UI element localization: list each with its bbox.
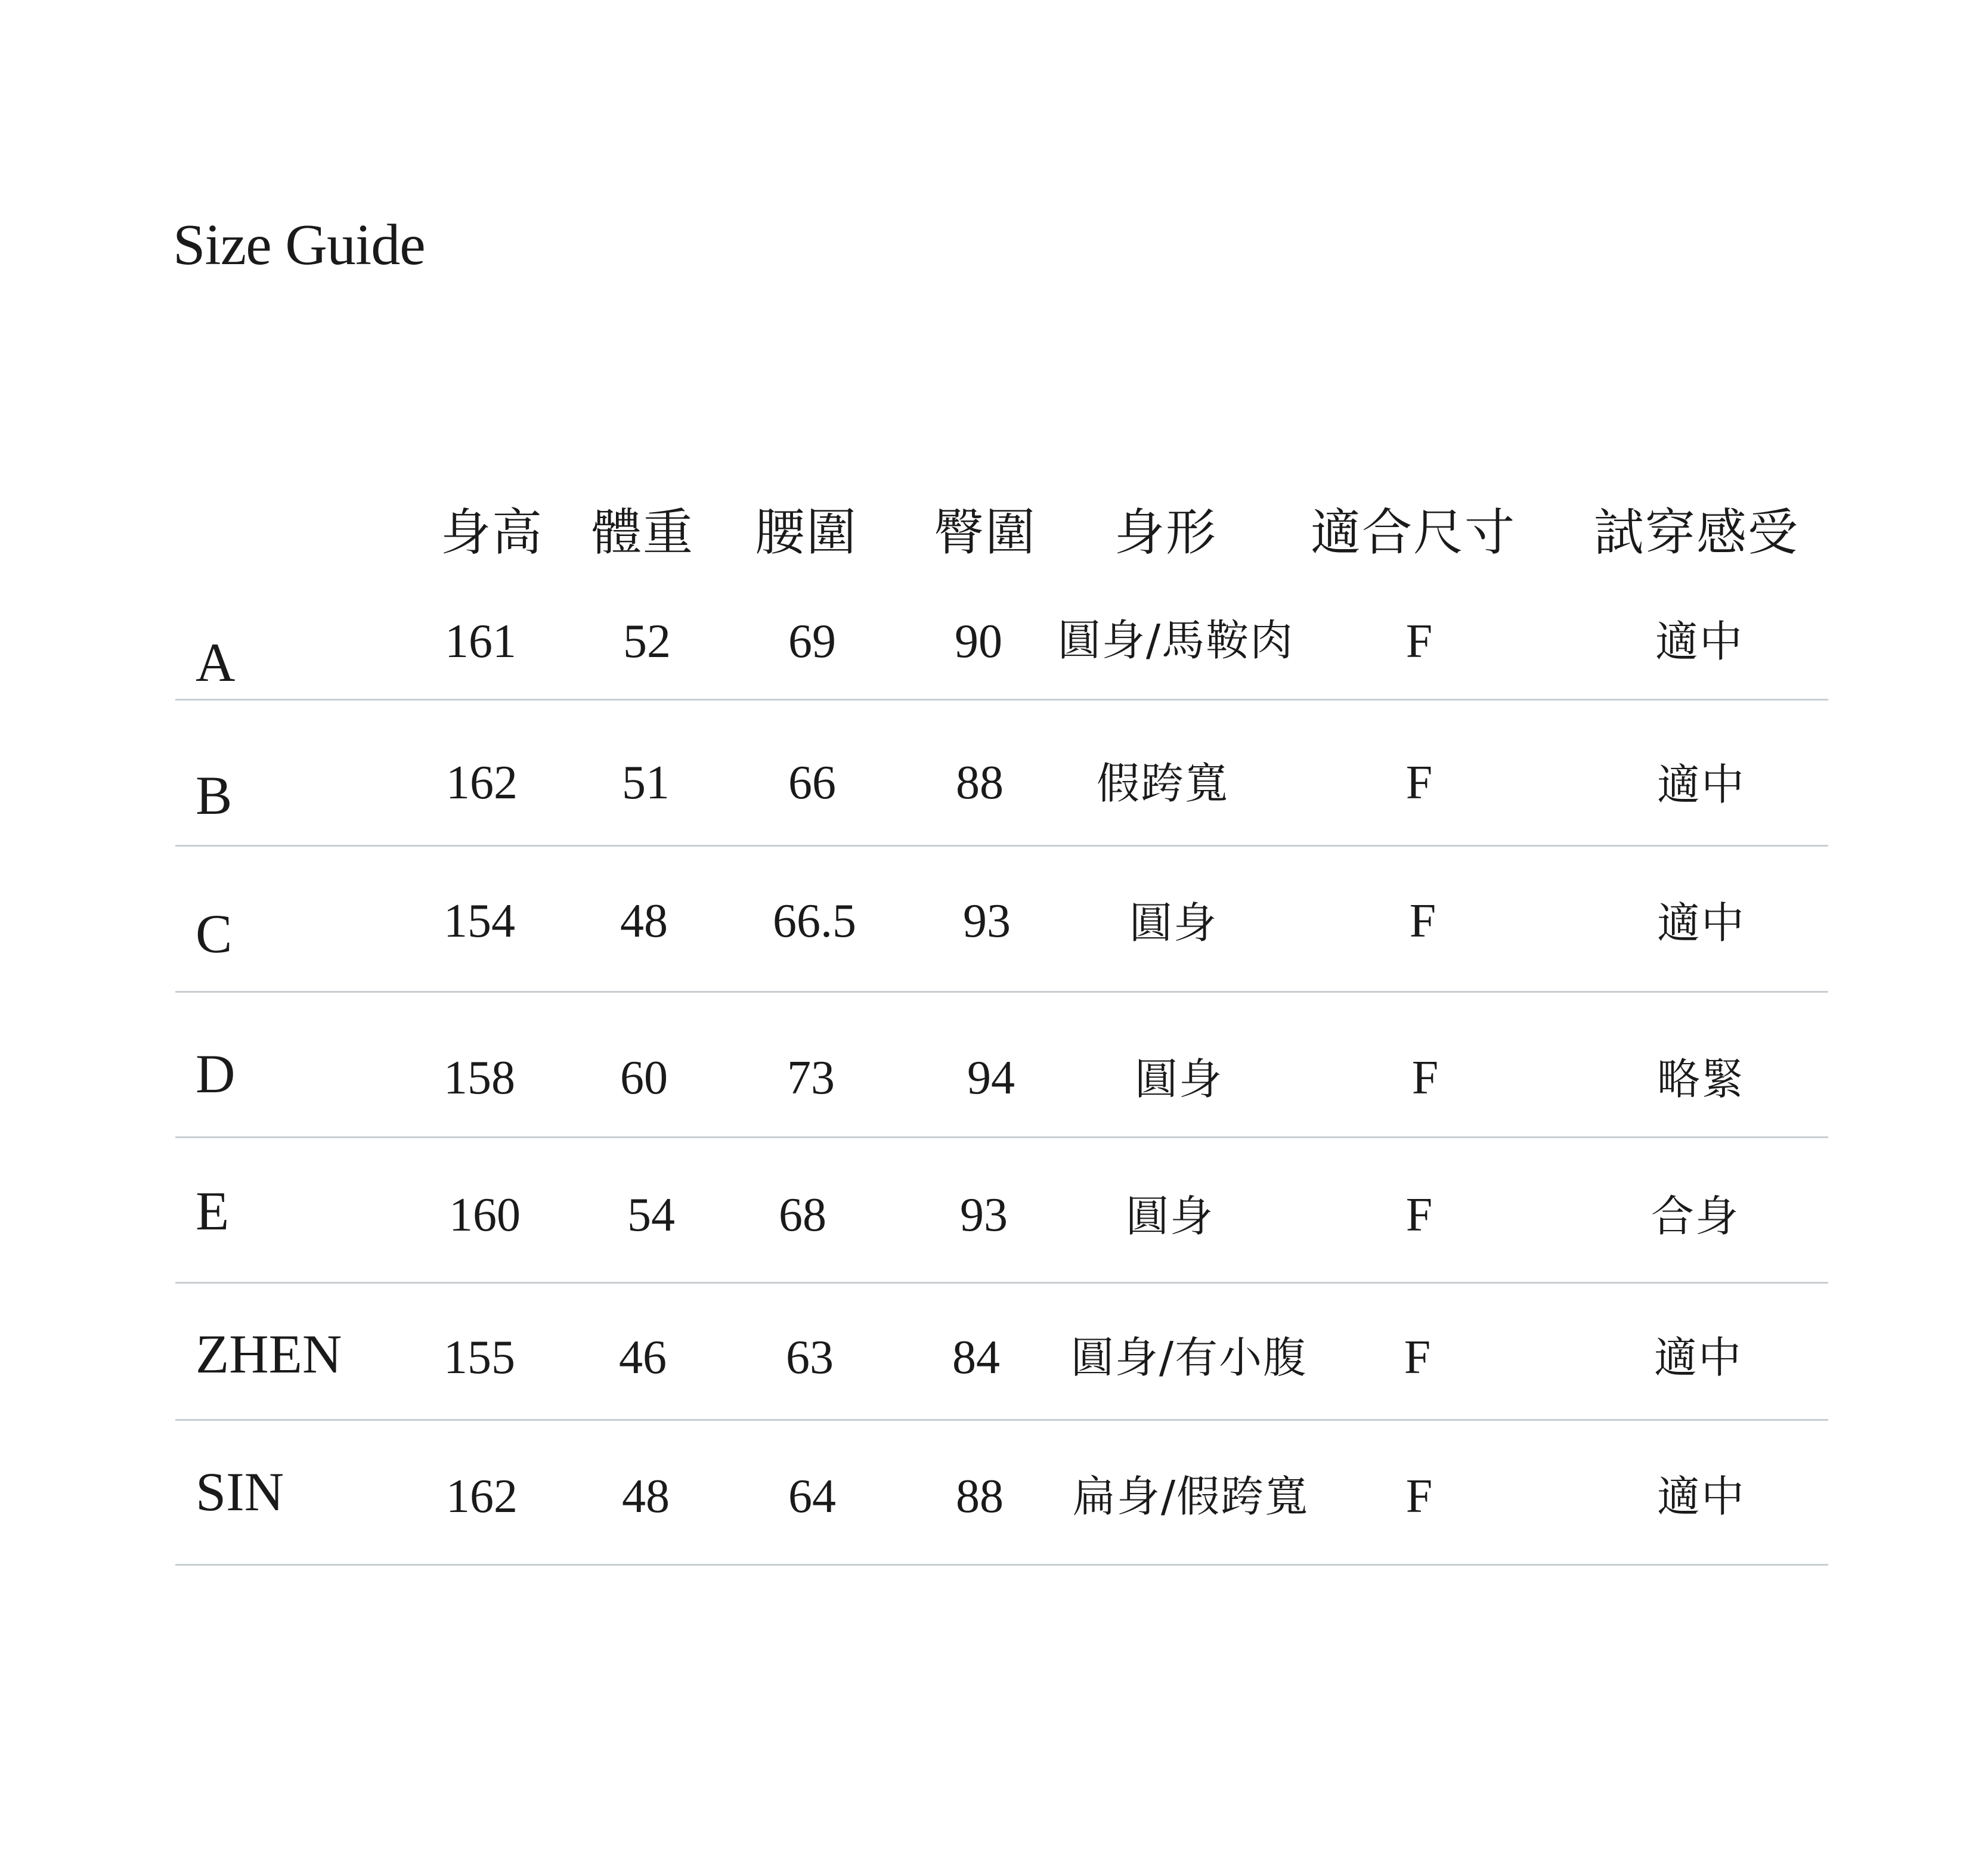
height-value: 161: [445, 615, 516, 668]
hip-value: 93: [960, 1189, 1008, 1241]
body-shape-value: 圓身: [1134, 1054, 1224, 1104]
body-shape-value: 圓身: [1125, 1191, 1215, 1241]
waist-value: 63: [786, 1331, 834, 1384]
fit-value: 適中: [1656, 1471, 1746, 1522]
row-label: B: [196, 765, 233, 826]
fit-value: 適中: [1655, 616, 1744, 667]
row-label: D: [196, 1043, 236, 1104]
row-divider: [175, 1136, 1828, 1138]
row-divider: [175, 1564, 1828, 1566]
hip-value: 90: [955, 615, 1002, 668]
weight-value: 48: [622, 1470, 670, 1523]
row-label: E: [196, 1181, 230, 1241]
row-label: C: [196, 903, 233, 964]
size-value: F: [1405, 615, 1433, 668]
header-height: 身高: [440, 503, 544, 562]
body-shape-value: 圓身: [1129, 898, 1218, 948]
size-value: F: [1411, 1052, 1439, 1104]
row-label: SIN: [196, 1461, 284, 1522]
fit-value: 略緊: [1656, 1054, 1746, 1104]
weight-value: 60: [620, 1052, 668, 1104]
header-weight: 體重: [591, 503, 695, 562]
row-label: A: [196, 632, 236, 693]
waist-value: 66: [788, 757, 836, 809]
height-value: 155: [444, 1331, 515, 1384]
header-body-shape: 身形: [1114, 503, 1218, 562]
body-shape-value: 圓身/有小腹: [1070, 1333, 1308, 1383]
header-waist: 腰圍: [754, 503, 858, 562]
body-shape-value: 扁身/假跨寬: [1072, 1471, 1309, 1522]
size-value: F: [1404, 1331, 1431, 1384]
table-header: [0, 500, 1988, 565]
body-shape-value: 圓身/馬鞍肉: [1057, 615, 1295, 665]
weight-value: 52: [623, 615, 671, 668]
hip-value: 84: [952, 1331, 1000, 1384]
waist-value: 69: [788, 615, 836, 668]
row-divider: [175, 845, 1828, 847]
hip-value: 94: [967, 1052, 1015, 1104]
page-title: Size Guide: [173, 213, 425, 277]
waist-value: 64: [788, 1470, 836, 1523]
waist-value: 68: [779, 1189, 826, 1241]
waist-value: 66.5: [773, 895, 856, 947]
fit-value: 適中: [1656, 898, 1746, 948]
size-value: F: [1405, 1189, 1433, 1241]
height-value: 158: [444, 1052, 515, 1104]
weight-value: 46: [619, 1331, 667, 1384]
size-value: F: [1409, 895, 1436, 947]
row-divider: [175, 991, 1828, 993]
header-fit-feeling: 試穿感受: [1593, 503, 1800, 562]
weight-value: 54: [627, 1189, 675, 1241]
hip-value: 93: [963, 895, 1011, 947]
row-divider: [175, 699, 1828, 701]
height-value: 162: [446, 757, 518, 809]
row-divider: [175, 1282, 1828, 1284]
hip-value: 88: [956, 1470, 1004, 1523]
size-value: F: [1405, 757, 1433, 809]
size-value: F: [1405, 1470, 1433, 1523]
weight-value: 51: [622, 757, 670, 809]
height-value: 162: [446, 1470, 518, 1523]
hip-value: 88: [956, 757, 1004, 809]
body-shape-value: 假跨寬: [1096, 758, 1230, 808]
fit-value: 適中: [1656, 760, 1746, 810]
waist-value: 73: [787, 1052, 835, 1104]
row-divider: [175, 1419, 1828, 1421]
fit-value: 適中: [1653, 1333, 1743, 1383]
height-value: 160: [449, 1189, 521, 1241]
header-suitable-size: 適合尺寸: [1310, 503, 1516, 562]
header-hip: 臀圍: [933, 503, 1037, 562]
weight-value: 48: [620, 895, 668, 947]
fit-value: 合身: [1651, 1191, 1740, 1241]
height-value: 154: [444, 895, 515, 947]
row-label: ZHEN: [196, 1324, 342, 1384]
